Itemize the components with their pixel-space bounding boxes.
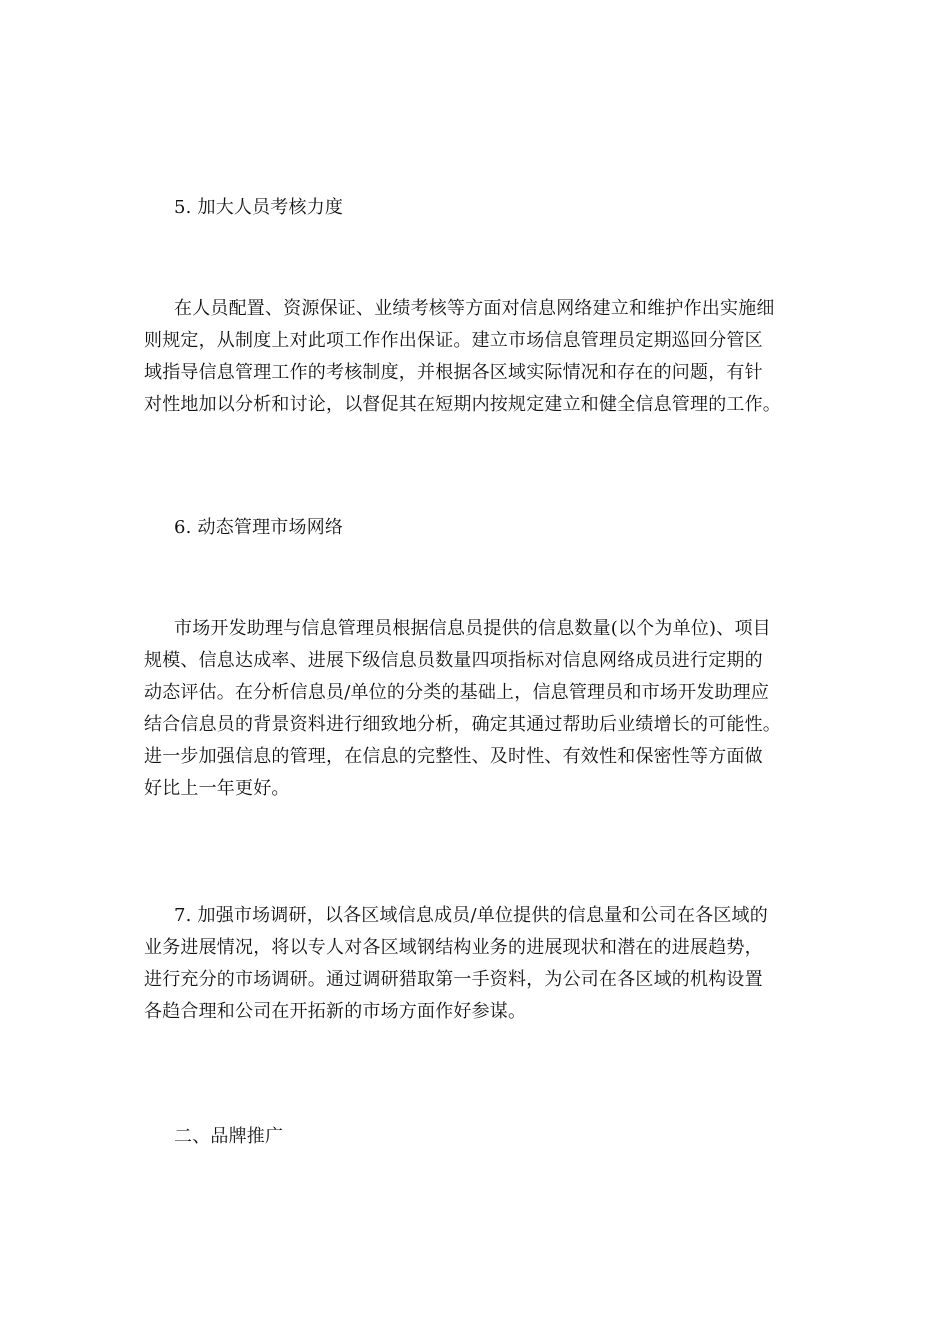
paragraph-dynamic-management bbox=[144, 613, 809, 805]
section-heading-6: 6. 动态管理市场网络 bbox=[174, 517, 344, 538]
paragraph-line: 各趋合理和公司在开拓新的市场方面作好参谋。 bbox=[144, 1001, 527, 1022]
paragraph-line: 业务进展情况，将以专人对各区域钢结构业务的进展现状和潜在的进展趋势， bbox=[144, 937, 763, 958]
paragraph-line: 市场开发助理与信息管理员根据信息员提供的信息数量(以个为单位)、项目 bbox=[174, 618, 771, 639]
section-heading-5: 5. 加大人员考核力度 bbox=[174, 197, 344, 218]
paragraph-line: 进一步加强信息的管理，在信息的完整性、及时性、有效性和保密性等方面做 bbox=[144, 746, 763, 767]
paragraph-line: 好比上一年更好。 bbox=[144, 778, 290, 799]
paragraph-line: 动态评估。在分析信息员/单位的分类的基础上，信息管理员和市场开发助理应 bbox=[144, 682, 770, 703]
paragraph-line: 结合信息员的背景资料进行细致地分析，确定其通过帮助后业绩增长的可能性。 bbox=[144, 714, 781, 735]
paragraph-line: 域指导信息管理工作的考核制度，并根据各区域实际情况和存在的问题，有针 bbox=[144, 362, 763, 383]
paragraph-line: 规模、信息达成率、进展下级信息员数量四项指标对信息网络成员进行定期的 bbox=[144, 650, 763, 671]
paragraph-assessment bbox=[144, 293, 809, 421]
paragraph-line: 7. 加强市场调研，以各区域信息成员/单位提供的信息量和公司在各区域的 bbox=[174, 905, 768, 926]
paragraph-line: 对性地加以分析和讨论，以督促其在短期内按规定建立和健全信息管理的工作。 bbox=[144, 394, 781, 415]
section-heading-brand: 二、品牌推广 bbox=[174, 1126, 284, 1147]
paragraph-market-research bbox=[144, 900, 809, 1028]
paragraph-line: 在人员配置、资源保证、业绩考核等方面对信息网络建立和维护作出实施细 bbox=[174, 298, 775, 319]
paragraph-line: 进行充分的市场调研。通过调研猎取第一手资料，为公司在各区域的机构设置 bbox=[144, 969, 763, 990]
paragraph-line: 则规定，从制度上对此项工作作出保证。建立市场信息管理员定期巡回分管区 bbox=[144, 330, 763, 351]
